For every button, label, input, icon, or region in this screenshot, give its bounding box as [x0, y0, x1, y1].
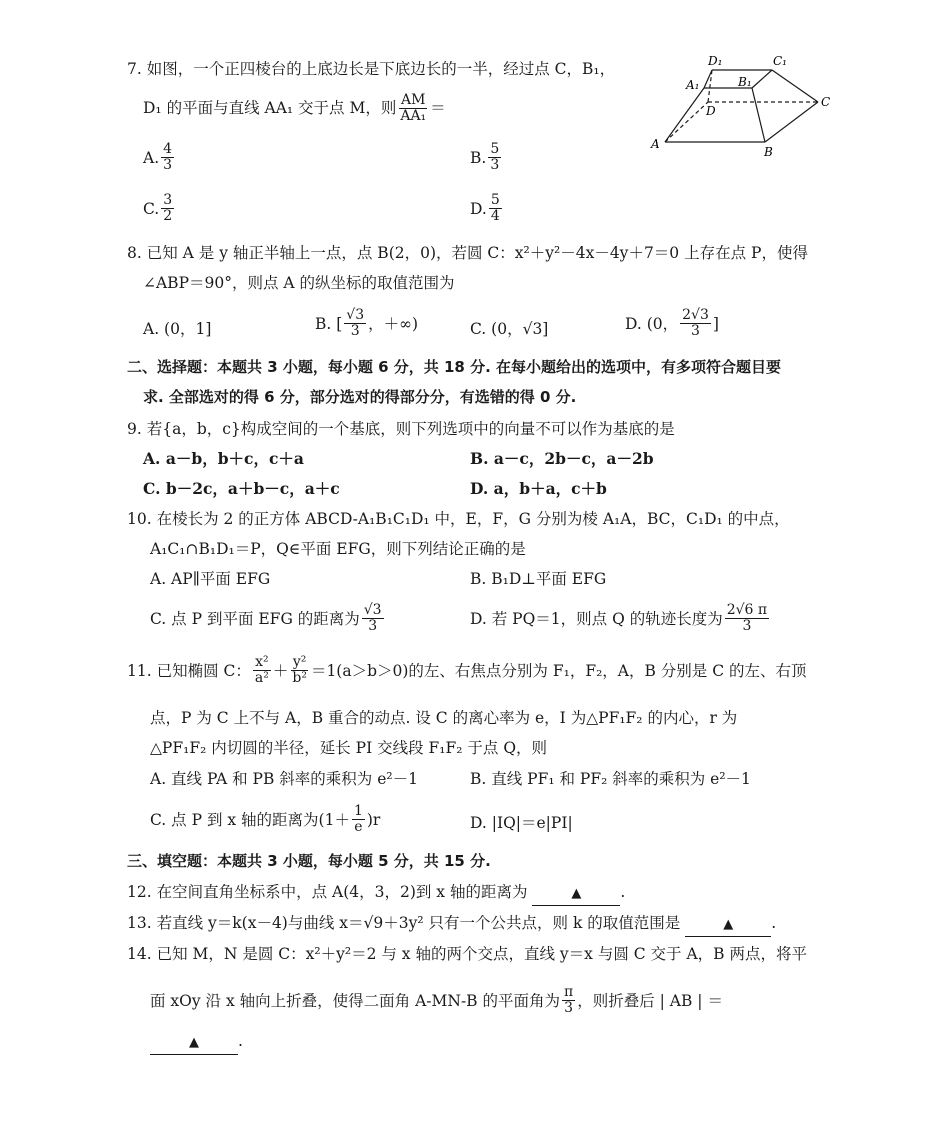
q11-option-a: A. 直线 PA 和 PB 斜率的乘积为 e²－1: [150, 770, 418, 788]
q7-line2-text: D₁ 的平面与直线 AA₁ 交于点 M，则: [143, 99, 397, 117]
label-d: D: [706, 104, 716, 118]
q14-answer: [150, 1030, 243, 1055]
q7-option-d-frac: [489, 193, 502, 224]
q7-option-d-label: D.: [470, 199, 487, 218]
q8-d-frac: [680, 308, 711, 339]
q8-d-post: ]: [712, 314, 719, 333]
q11-x-num: x²: [255, 654, 269, 670]
q9-option-a: A. a－b，b＋c，c＋a: [143, 449, 304, 468]
q7-d-den: 4: [490, 208, 500, 224]
q7-frac-num: AM: [401, 91, 426, 108]
q12-text: 12. 在空间直角坐标系中，点 A(4，3，2)到 x 轴的距离为: [127, 883, 528, 901]
q7-option-d: [470, 193, 504, 224]
q7-b-num: 5: [490, 141, 500, 157]
q7-line2-tail: ＝: [430, 99, 446, 117]
q7-line1: 7. 如图，一个正四棱台的上底边长是下底边长的一半，经过点 C，B₁，: [127, 60, 616, 78]
q14-frac-den: 3: [564, 1000, 574, 1016]
q11-c-num: 1: [353, 803, 363, 819]
q11-line1: [127, 655, 807, 686]
q10-c-pre: C. 点 P 到平面 EFG 的距离为: [150, 609, 360, 628]
q7-option-a-label: A.: [143, 148, 160, 167]
q7-c-den: 2: [163, 208, 173, 224]
q14-answer-marker: ▲: [189, 1035, 199, 1050]
q7-option-c: [143, 193, 176, 224]
label-d1: D₁: [708, 54, 723, 68]
label-a1: A₁: [686, 78, 700, 92]
q11-option-c: [150, 804, 380, 835]
q14-answer-blank[interactable]: [150, 1030, 238, 1055]
q11-c-post: )r: [366, 810, 381, 829]
q10-line2: A₁C₁∩B₁D₁＝P，Q∈平面 EFG，则下列结论正确的是: [150, 540, 526, 558]
q7-line2: [143, 88, 446, 128]
q8-option-d: [625, 308, 719, 339]
q8-b-frac: [344, 308, 366, 339]
q11-line3: △PF₁F₂ 内切圆的半径，延长 PI 交线段 F₁F₂ 于点 Q，则: [150, 739, 548, 757]
q8-d-num: 2√3: [682, 307, 709, 323]
label-a: A: [651, 137, 660, 151]
edge-b1c1: [752, 70, 772, 88]
q7-option-a: [143, 142, 176, 173]
q12-answer-marker: ▲: [571, 886, 582, 901]
q8-b-pre: B. [: [315, 314, 343, 333]
q10-d-den: 3: [742, 618, 752, 634]
section3-heading: 三、填空题：本题共 3 小题，每小题 5 分，共 15 分.: [127, 852, 491, 870]
q12-end: .: [620, 883, 626, 901]
q8-option-a: A. (0，1]: [143, 320, 212, 338]
q14-line2-post: ，则折叠后 | AB | ＝: [577, 991, 723, 1010]
q11-x-den: a²: [254, 670, 269, 686]
q14-line1: 14. 已知 M，N 是圆 C：x²＋y²＝2 与 x 轴的两个交点，直线 y＝x 与圆 C 交于 A，B 两点，将平: [127, 945, 807, 963]
q8-b-den: 3: [350, 323, 360, 339]
q14-frac-num: π: [564, 984, 574, 1000]
q8-line2: ∠ABP＝90°，则点 A 的纵坐标的取值范围为: [143, 274, 455, 292]
q10-d-num: 2√6 π: [726, 602, 768, 618]
q13: [127, 912, 776, 937]
q7-option-a-frac: [161, 142, 174, 173]
q10-line1: 10. 在棱长为 2 的正方体 ABCD-A₁B₁C₁D₁ 中，E，F，G 分别为棱 A₁A，BC，C₁D₁ 的中点，: [127, 510, 790, 528]
q14-line2: [150, 985, 723, 1016]
q11-frac-x: [253, 655, 271, 686]
q8-d-den: 3: [691, 323, 700, 339]
q9-line1: 9. 若{a，b，c}构成空间的一个基底，则下列选项中的向量不可以作为基底的是: [127, 420, 675, 438]
q9-option-c: C. b－2c，a＋b－c，a＋c: [143, 479, 340, 498]
q13-answer-marker: ▲: [723, 917, 734, 932]
q8-option-c: C. (0，√3]: [470, 320, 549, 338]
q8-option-b: [315, 308, 418, 339]
q10-option-c: [150, 603, 386, 634]
edge-ad: [665, 102, 708, 142]
q8-b-num: √3: [346, 307, 365, 323]
q10-option-d: [470, 603, 771, 634]
edge-bc: [765, 102, 818, 142]
q8-b-post: ，＋∞): [368, 314, 419, 333]
q7-option-b: [470, 142, 503, 173]
q7-a-num: 4: [163, 141, 173, 157]
q7-option-b-label: B.: [470, 148, 487, 167]
edge-cc1: [772, 70, 818, 102]
q11-post: ＝1(a＞b＞0)的左、右焦点分别为 F₁，F₂，A，B 分别是 C 的左、右顶: [310, 661, 807, 680]
q7-c-num: 3: [163, 192, 173, 208]
q11-option-b: B. 直线 PF₁ 和 PF₂ 斜率的乘积为 e²－1: [470, 770, 751, 788]
q8-d-pre: D. (0，: [625, 314, 679, 333]
q12-answer-blank[interactable]: [532, 881, 620, 906]
q10-option-a: A. AP∥平面 EFG: [150, 570, 271, 588]
q7-option-c-label: C.: [143, 199, 160, 218]
q11-frac-y: [290, 655, 309, 686]
q10-c-den: 3: [368, 618, 378, 634]
section2-heading-line2: 求. 全部选对的得 6 分，部分选对的得部分分，有选错的得 0 分.: [143, 388, 577, 406]
q11-pre: 11. 已知椭圆 C：: [127, 661, 251, 680]
q11-c-den: e: [354, 819, 363, 835]
q10-d-frac: [725, 603, 769, 634]
q11-option-d: D. |IQ|＝e|PI|: [470, 814, 573, 832]
q9-option-b: B. a－c，2b－c，a－2b: [470, 449, 654, 468]
q13-text: 13. 若直线 y＝k(x－4)与曲线 x＝√9＋3y² 只有一个公共点，则 k 的取值范围是: [127, 914, 681, 932]
q10-c-num: √3: [363, 602, 382, 618]
q11-plus: ＋: [272, 661, 289, 680]
label-c: C: [821, 95, 831, 109]
q11-c-frac: [352, 804, 365, 835]
label-b1: B₁: [738, 75, 752, 89]
q12: [127, 881, 625, 906]
q8-line1: 8. 已知 A 是 y 轴正半轴上一点，点 B(2，0)，若圆 C：x²＋y²－4x－4y＋7＝0 上存在点 P，使得: [127, 244, 808, 262]
q7-d-num: 5: [490, 192, 500, 208]
q14-frac: [562, 985, 575, 1016]
q14-end: .: [238, 1032, 243, 1050]
q7-a-den: 3: [163, 157, 173, 173]
q7-b-den: 3: [490, 157, 500, 173]
q11-line2: 点，P 为 C 上不与 A，B 重合的动点. 设 C 的离心率为 e，I 为△PF₁F₂ 的内心，r 为: [150, 709, 738, 727]
q14-line2-pre: 面 xOy 沿 x 轴向上折叠，使得二面角 A-MN-B 的平面角为: [150, 991, 561, 1010]
q7-frac-den: AA₁: [400, 107, 427, 124]
section2-heading-line1: 二、选择题：本题共 3 小题，每小题 6 分，共 18 分. 在每小题给出的选项中，有多项符合题目要: [127, 358, 782, 376]
q7-option-c-frac: [161, 193, 174, 224]
q10-option-b: B. B₁D⊥平面 EFG: [470, 570, 607, 588]
q13-answer-blank[interactable]: [685, 912, 771, 937]
label-c1: C₁: [773, 54, 787, 68]
q11-y-num: y²: [292, 654, 307, 670]
q7-option-b-frac: [488, 142, 501, 173]
q11-c-pre: C. 点 P 到 x 轴的距离为(1＋: [150, 810, 350, 829]
q9-option-d: D. a，b＋a，c＋b: [470, 479, 607, 498]
edge-bb1: [752, 88, 765, 142]
label-b: B: [764, 145, 773, 159]
q10-c-frac: [362, 603, 384, 634]
q11-y-den: b²: [292, 670, 307, 686]
q13-end: .: [771, 914, 777, 932]
edge-aa1: [665, 88, 704, 142]
q10-d-pre: D. 若 PQ＝1，则点 Q 的轨迹长度为: [470, 609, 723, 628]
q7-fraction: [398, 93, 428, 124]
frustum-figure: [648, 52, 838, 162]
